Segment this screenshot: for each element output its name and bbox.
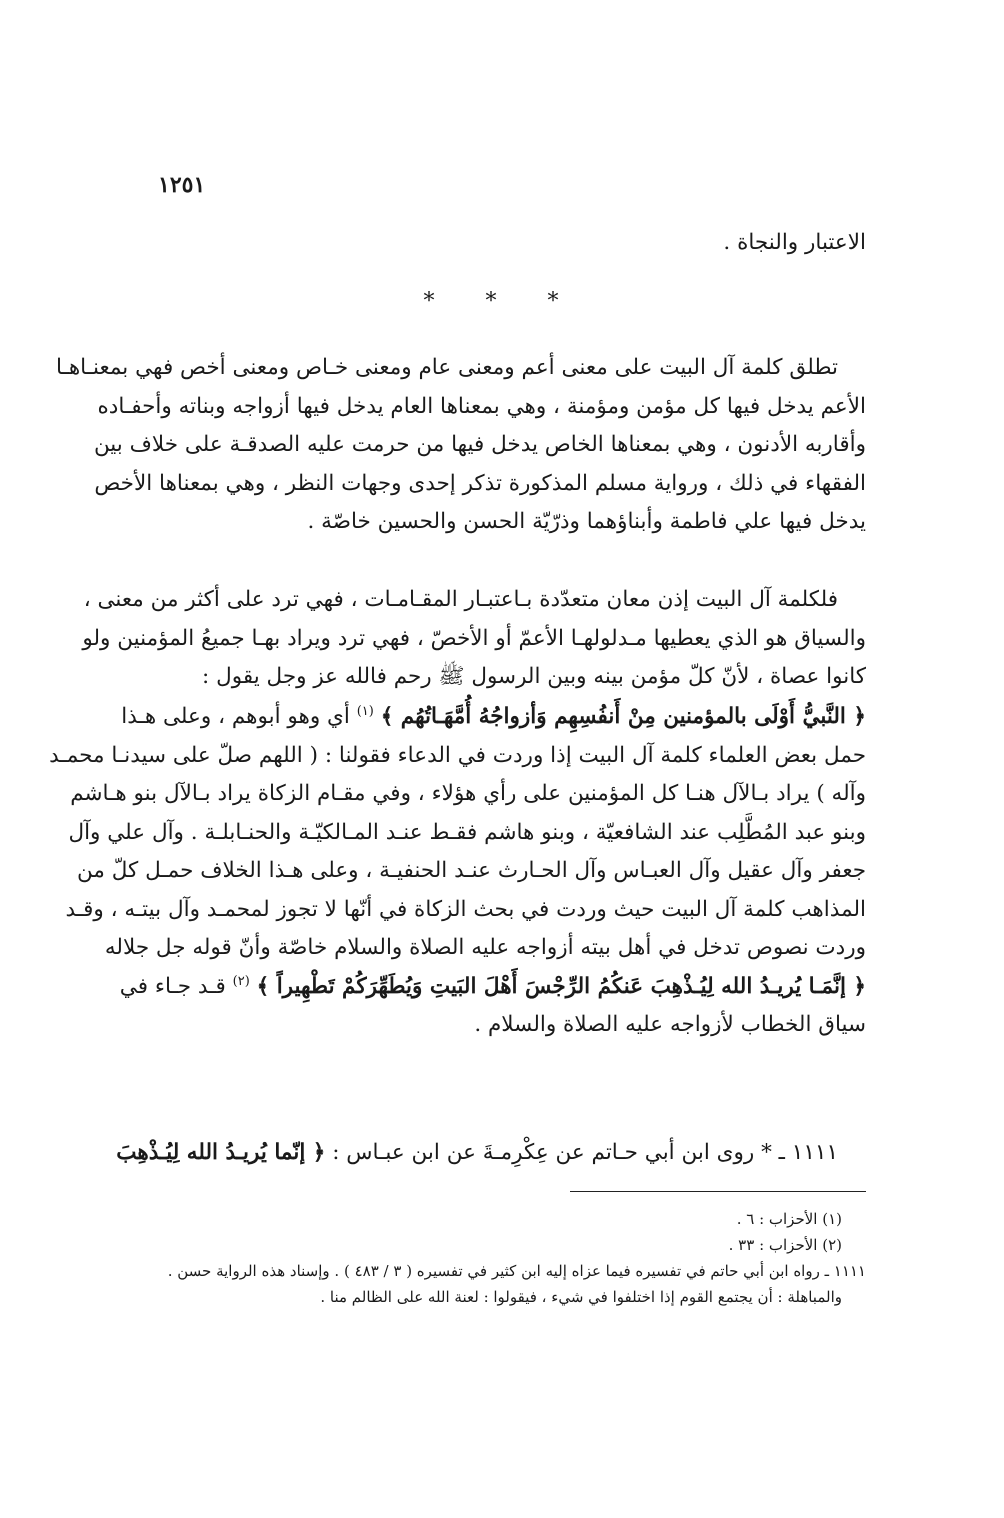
paragraph-line: يدخل فيها علي فاطمة وأبناؤهما وذرّيّة الحسن والحسين خاصّة . (307, 509, 866, 534)
intro-text (160, 224, 866, 263)
quran-verse: ﴿ إنَّمَـا يُريـدُ الله لِيُـذْهِبَ عَنكُمُ الرِّجْسَ أَهْلَ البَيتِ وَيُطَهِّرَكُمْ تَطْهِيراً ﴾ (256, 973, 866, 999)
quran-verse: ﴿ النَّبيُّ أَوْلَى بالمؤمنين مِنْ أَنفُسِهِم وَأزواجُهُ أُمَّهَـاتُهُم ﴾ (380, 704, 866, 729)
footnote-ref[interactable]: (١) (356, 703, 374, 719)
paragraph-line: كانوا عصاة ، لأنّ كلّ مؤمن بينه وبين الرسول ﷺ رحم فالله عز وجل يقول : (202, 664, 866, 689)
quran-verse: ﴿ إنّما يُريـدُ الله لِيُـذْهِبَ (116, 1140, 326, 1165)
hadith-text: ١١١١ ـ * روى ابن أبي حـاتم عن عِكْرِمـةَ عن ابن عبـاس : (332, 1140, 838, 1165)
paragraph-line: والسياق هو الذي يعطيها مـدلولهـا الأعمّ أو الأخصّ ، فهي ترد ويراد بهـا جميعُ المؤمنين ولو (82, 625, 866, 651)
footnote-divider (570, 1191, 866, 1192)
paragraph-line: الأعم يدخل فيها كل مؤمن ومؤمنة ، وهي بمعناها العام يدخل فيها أزواجه وبناته وأحفـاده (97, 393, 866, 419)
paragraph-line-with-ayah (121, 698, 866, 737)
footnote-ref[interactable]: (٢) (232, 973, 250, 989)
paragraph-1 (55, 349, 866, 542)
paragraph-line: جعفر وآل عقيل وآل العبـاس وآل الحـارث عنـد الحنفيـة ، وعلى هـذا الخلاف حمـل كلّ من (77, 858, 866, 883)
paragraph-3 (49, 698, 866, 1045)
footnote-1111: ١١١١ ـ رواه ابن أبي حاتم في تفسيره فيما عزاه إليه ابن كثير في تفسيره ( ٣ / ٤٨٣ ) . وإسناد هذه الرواية حسن . (167, 1262, 866, 1280)
footnote-2: (٢) الأحزاب : ٣٣ . (728, 1236, 842, 1254)
paragraph-line: المذاهب كلمة آل البيت حيث وردت في بحث الزكاة في أنّها لا تجوز لمحمـد وآل بيتـه ، وقـد (65, 896, 866, 922)
paragraph-line: تطلق كلمة آل البيت على معنى أعم ومعنى عام ومعنى خـاص ومعنى أخص فهي بمعنـاهـا (55, 355, 838, 380)
hadith-line (116, 1134, 866, 1173)
paragraph-line: وآله ) يراد بـالآل هنـا كل المؤمنين على رأي هؤلاء ، وفي مقـام الزكاة يراد بـالآل بنو هـاشم (70, 781, 866, 806)
page-number: ١٢٥١ (158, 172, 206, 198)
paragraph-line: حمل بعض العلماء كلمة آل البيت إذا وردت في الدعاء فقولنا : ( اللهم صلّ على سيدنـا محمـد (49, 742, 866, 768)
footnotes (146, 1206, 866, 1310)
paragraph-line: فلكلمة آل البيت إذن معان متعدّدة بـاعتبـار المقـامـات ، فهي ترد على أكثر من معنى ، (83, 587, 838, 612)
paragraph-line: وأقاربه الأدنون ، وهي بمعناها الخاص يدخل فيها من حرمت عليه الصدقـة على خلاف بين (93, 432, 866, 457)
paragraph-line: الفقهاء في ذلك ، ورواية مسلم المذكورة تذكر إحدى وجهات النظر ، وهي بمعناها الأخص (94, 470, 866, 496)
intro-line: الاعتبار والنجاة . (723, 230, 866, 255)
hadith-entry (116, 1134, 866, 1173)
paragraph-line: وبنو عبد المُطَّلِب عند الشافعيّة ، وبنو هاشم فقـط عنـد المـالكيّـة والحنـابلـة . وآل علي وآل (68, 819, 866, 845)
footnote-1: (١) الأحزاب : ٦ . (736, 1210, 842, 1228)
paragraph-text: أي وهو أبوهم ، وعلى هـذا (121, 704, 350, 729)
paragraph-line-with-ayah (119, 968, 866, 1007)
paragraph-line: سياق الخطاب لأزواجه عليه الصلاة والسلام . (474, 1012, 866, 1037)
paragraph-2 (82, 581, 866, 697)
footnote-mubahala: والمباهلة : أن يجتمع القوم إذا اختلفوا في شيء ، فيقولوا : لعنة الله على الظالم منا . (320, 1288, 842, 1306)
paragraph-line: وردت نصوص تدخل في أهل بيته أزواجه عليه الصلاة والسلام خاصّة وأنّ قوله جل جلاله (104, 935, 866, 960)
paragraph-text: قـد جـاء في (119, 973, 226, 999)
section-separator: * * * (423, 289, 581, 314)
